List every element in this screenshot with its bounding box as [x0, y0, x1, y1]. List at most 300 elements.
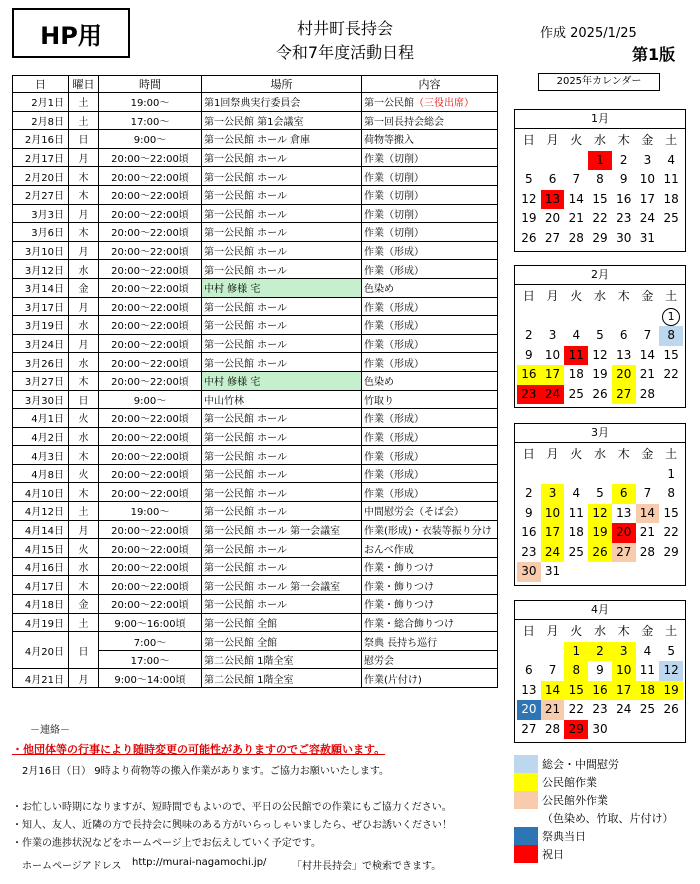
- row-content-text: 作業（形成）: [364, 358, 424, 370]
- table-row: [13, 371, 498, 390]
- calendar-day: 8: [564, 661, 588, 681]
- legend-swatch: [514, 773, 538, 791]
- calendar-day: 18: [568, 525, 584, 539]
- calendar-day: 19: [659, 681, 683, 701]
- calendar-weekday: 木: [617, 133, 630, 147]
- row-dow: 木: [69, 446, 99, 465]
- calendar-day: 2: [588, 642, 612, 662]
- row-time: 20:00～22:00頃: [99, 223, 202, 242]
- row-dow: 火: [69, 539, 99, 558]
- homepage-label: ホームページアドレス: [22, 861, 122, 872]
- table-row: [13, 167, 498, 186]
- row-place: 第一公民館 第1会議室: [202, 111, 362, 130]
- row-place: 第一公民館 ホール: [202, 464, 362, 483]
- row-time: 20:00～22:00頃: [99, 353, 202, 372]
- row-time: 20:00～22:00頃: [99, 371, 202, 390]
- row-content-text: 作業（切削）: [364, 191, 424, 203]
- calendar-day: 12: [659, 661, 683, 681]
- row-dow: 水: [69, 427, 99, 446]
- table-row: [13, 185, 498, 204]
- row-content-text: 作業（切削）: [364, 228, 424, 240]
- notes-warning: ・他団体等の行事により随時変更の可能性がありますのでご容赦願います。: [12, 743, 386, 756]
- calendar-day: 25: [568, 386, 584, 401]
- legend-label: 公民館外作業: [542, 794, 608, 807]
- calendar-weekday: 木: [617, 289, 630, 303]
- calendar-day: 27: [521, 721, 537, 736]
- row-content: [362, 260, 498, 279]
- calendar-day: 13: [541, 190, 565, 210]
- row-date: 4月15日: [13, 539, 69, 558]
- table-row: [13, 111, 498, 130]
- row-dow: 木: [69, 371, 99, 390]
- homepage-link[interactable]: http://murai-nagamochi.jp/: [132, 857, 267, 868]
- calendar-day: 20: [517, 700, 541, 720]
- calendar-day: 1: [564, 642, 588, 662]
- row-content: [362, 390, 498, 409]
- calendar-day: 16: [521, 525, 537, 539]
- row-time: 20:00～22:00頃: [99, 148, 202, 167]
- calendar-day: [659, 385, 683, 405]
- calendar-day: 23: [592, 702, 608, 716]
- calendar-day: 19: [588, 523, 612, 543]
- row-content: [362, 502, 498, 521]
- calendar-day: [659, 720, 683, 740]
- row-dow: 日: [69, 130, 99, 149]
- row-dow: 月: [69, 241, 99, 260]
- row-content: [362, 446, 498, 465]
- table-row: [13, 260, 498, 279]
- calendar-day: 11: [639, 663, 656, 677]
- legend-label: 祭典当日: [542, 830, 586, 843]
- calendar-month-name: 2月: [515, 266, 685, 285]
- calendar-day: 15: [592, 191, 608, 206]
- calendar-day: 14: [568, 191, 584, 206]
- calendar-day: 7: [643, 328, 652, 342]
- calendar-day: 27: [612, 385, 636, 405]
- row-dow: 土: [69, 502, 99, 521]
- row-date: 2月17日: [13, 148, 69, 167]
- row-time: 20:00～22:00頃: [99, 334, 202, 353]
- calendar-day: [517, 151, 541, 171]
- calendar-day: 24: [639, 211, 656, 225]
- row-dow: 日: [69, 390, 99, 409]
- calendar-day: 4: [667, 152, 675, 167]
- notes-line1: 2月16日（日） 9時より荷物等の搬入作業があります。ご協力お願いいたします。: [22, 766, 390, 777]
- calendar-day: 24: [541, 385, 565, 405]
- legend-item: [514, 827, 686, 845]
- calendar-day: 11: [663, 172, 679, 186]
- table-row: [13, 520, 498, 539]
- row-content: [362, 427, 498, 446]
- row-date: 4月20日: [13, 632, 69, 669]
- calendar-day: 28: [568, 230, 584, 245]
- row-date: 3月12日: [13, 260, 69, 279]
- calendar-day: 22: [568, 702, 584, 716]
- row-place: 第一公民館 ホール 第一会議室: [202, 520, 362, 539]
- calendar-weekday: 土: [665, 133, 678, 147]
- row-dow: 日: [69, 632, 99, 669]
- calendar-day: [612, 465, 636, 485]
- row-date: 3月17日: [13, 297, 69, 316]
- table-row: [13, 334, 498, 353]
- calendar-day: 9: [596, 663, 604, 677]
- row-content: [362, 576, 498, 595]
- row-content-text: 作業（形成）: [364, 247, 424, 259]
- calendar-day: 21: [568, 211, 584, 225]
- calendar-day: 14: [541, 681, 565, 701]
- row-place: 第一公民館 ホール: [202, 148, 362, 167]
- row-content: [362, 167, 498, 186]
- calendar-day: 1: [667, 466, 675, 481]
- calendar-day: 10: [612, 661, 636, 681]
- row-place: 第一公民館 ホール: [202, 409, 362, 428]
- calendar-weekday: 火: [570, 624, 583, 638]
- calendar-month: [514, 600, 686, 743]
- calendar-day: 15: [663, 505, 679, 520]
- search-hint: 「村井長持会」で検索できます。: [292, 861, 442, 872]
- calendar-day: [612, 562, 636, 582]
- row-dow: 火: [69, 409, 99, 428]
- row-place: 第一公民館 ホール 第一会議室: [202, 576, 362, 595]
- row-content-text: 作業（形成）: [364, 265, 424, 277]
- legend-swatch: [514, 827, 538, 845]
- legend-label: 公民館作業: [542, 776, 597, 789]
- calendar-day: [612, 720, 636, 740]
- calendar-day: 26: [663, 702, 679, 716]
- legend-item: [514, 809, 686, 827]
- header-content: 内容: [362, 76, 498, 93]
- row-content: 作業(片付け): [362, 669, 498, 688]
- calendar-weekday: 金: [641, 624, 654, 638]
- calendar-weekday: 土: [665, 289, 678, 303]
- table-row: [13, 613, 498, 632]
- calendar-day: 31: [639, 230, 656, 245]
- calendar-weekday: 金: [641, 447, 654, 461]
- calendar-day: 20: [544, 211, 561, 225]
- calendar-day-circled: 1: [662, 308, 680, 326]
- row-time: 20:00～22:00頃: [99, 576, 202, 595]
- row-content: [362, 297, 498, 316]
- table-row: [13, 204, 498, 223]
- row-content-note: （三役出席）: [414, 98, 474, 110]
- row-place: 第一公民館 ホール: [202, 483, 362, 502]
- calendar-day: 31: [544, 564, 561, 578]
- row-date: 3月19日: [13, 316, 69, 335]
- row-content-text: 作業（形成）: [364, 321, 424, 333]
- calendar-day: 12: [588, 504, 612, 524]
- row-date: 3月14日: [13, 278, 69, 297]
- row-date: 3月27日: [13, 371, 69, 390]
- calendar-day: 11: [564, 346, 588, 366]
- calendar-day: [541, 151, 565, 171]
- calendar-day: 22: [592, 211, 608, 225]
- calendar-weekday: 火: [570, 447, 583, 461]
- row-time: 20:00～22:00頃: [99, 539, 202, 558]
- calendar-day: 8: [659, 326, 683, 346]
- row-place: 第一公民館 ホール: [202, 539, 362, 558]
- page-title: 令和7年度活動日程: [275, 43, 415, 62]
- table-row: [13, 223, 498, 242]
- calendar-day: 8: [667, 486, 675, 500]
- row-time: 20:00～22:00頃: [99, 316, 202, 335]
- calendar-weekday: 金: [641, 133, 654, 147]
- row-time: 20:00～22:00頃: [99, 520, 202, 539]
- row-place: 中山竹林: [202, 390, 362, 409]
- row-place: 第一公民館 ホール: [202, 595, 362, 614]
- calendar-month-name: 3月: [515, 424, 685, 443]
- row-content-text: 荷物等搬入: [364, 135, 414, 147]
- calendar-day: 22: [663, 525, 679, 539]
- calendar-day: [517, 465, 541, 485]
- row-dow: 水: [69, 316, 99, 335]
- calendar-day: 13: [616, 505, 632, 520]
- calendar-day: 23: [521, 544, 537, 559]
- row-content-text: 作業（切削）: [364, 209, 424, 221]
- calendar-day: 18: [568, 367, 584, 381]
- calendar-day: 19: [592, 367, 608, 381]
- calendar-weekday: 日: [522, 133, 535, 147]
- row-place: 第一公民館 全館: [202, 613, 362, 632]
- row-time: 20:00～22:00頃: [99, 241, 202, 260]
- calendar-day: 13: [616, 347, 632, 362]
- calendar-day: 10: [639, 172, 656, 186]
- calendar-day: [659, 229, 683, 249]
- calendar-day: 5: [525, 172, 533, 186]
- calendar-day: [612, 307, 636, 327]
- calendar-weekday: 月: [546, 289, 559, 303]
- calendar-day: 25: [639, 702, 656, 716]
- calendar-day: 21: [639, 367, 656, 381]
- calendar-weekday: 木: [617, 624, 630, 638]
- row-content-text: 作業（切削）: [364, 172, 424, 184]
- legend-item: [514, 773, 686, 791]
- row-date: 2月8日: [13, 111, 69, 130]
- row-date: 4月8日: [13, 464, 69, 483]
- calendar-day: 6: [525, 663, 533, 677]
- row-place: 第一公民館 ホール: [202, 185, 362, 204]
- calendar-weekday: 日: [522, 289, 535, 303]
- row-date: 4月17日: [13, 576, 69, 595]
- calendar-day: 2: [619, 152, 628, 167]
- row-content-text: 作業（形成）: [364, 340, 424, 352]
- schedule-table: [12, 75, 498, 688]
- calendar-weekday: 水: [593, 289, 606, 303]
- row-dow: 木: [69, 223, 99, 242]
- table-row: [13, 353, 498, 372]
- row-date: 3月26日: [13, 353, 69, 372]
- calendar-month: [514, 423, 686, 586]
- legend-label: 総会・中間慰労: [542, 758, 619, 771]
- calendar-day: 24: [616, 702, 632, 716]
- calendar-day: 21: [639, 525, 656, 539]
- header-place: 場所: [202, 76, 362, 93]
- notes-line4: ・作業の進捗状況などをホームページ上でお伝えしていく予定です。: [12, 838, 321, 849]
- row-content: [362, 595, 498, 614]
- calendar-weekday: 金: [641, 289, 654, 303]
- calendar-day: 9: [525, 347, 533, 362]
- row-content: [362, 520, 498, 539]
- calendar-day: 3: [643, 152, 652, 167]
- calendar-day: 16: [616, 191, 632, 206]
- calendar-weekday: 水: [593, 447, 606, 461]
- row-dow: 水: [69, 557, 99, 576]
- row-place: 第一公民館 ホール: [202, 557, 362, 576]
- calendar-day: 17: [639, 191, 656, 206]
- calendar-day: 17: [612, 681, 636, 701]
- row-content-text: 作業(形成)・衣装等振り分け: [364, 525, 492, 537]
- notes-heading: －連絡－: [30, 725, 70, 736]
- row-date: 3月3日: [13, 204, 69, 223]
- calendar-day: 29: [592, 230, 608, 245]
- calendar-day: 14: [636, 504, 660, 524]
- row-content-text: 作業・総合飾りつけ: [364, 618, 454, 630]
- calendar-day: [636, 465, 660, 485]
- row-date: 4月18日: [13, 595, 69, 614]
- row-date: 2月1日: [13, 93, 69, 112]
- row-content: [362, 613, 498, 632]
- calendar-day: 23: [517, 385, 541, 405]
- row-content: [362, 464, 498, 483]
- calendar-day: [564, 307, 588, 327]
- row-dow: 木: [69, 185, 99, 204]
- calendar-day: [588, 562, 612, 582]
- row-place: 第一公民館 ホール: [202, 316, 362, 335]
- row-content: [362, 278, 498, 297]
- calendar-day: [564, 151, 588, 171]
- table-row: [13, 297, 498, 316]
- row-time: 9:00～16:00頃: [99, 613, 202, 632]
- calendar-day: 12: [521, 191, 537, 206]
- row-content: [362, 223, 498, 242]
- row-content: [362, 371, 498, 390]
- header-date: 日: [13, 76, 69, 93]
- row-time: 20:00～22:00頃: [99, 167, 202, 186]
- calendar-weekday: 日: [522, 447, 535, 461]
- calendar-month-name: 1月: [515, 110, 685, 129]
- calendar-day: 7: [572, 172, 581, 186]
- calendar-day: [636, 562, 660, 582]
- calendar-day: 3: [541, 484, 565, 504]
- legend-item: [514, 791, 686, 809]
- row-time: 19:00～: [99, 93, 202, 112]
- calendar-day: 4: [643, 643, 652, 658]
- row-time: 20:00～22:00頃: [99, 557, 202, 576]
- table-row: [13, 502, 498, 521]
- calendar-day: 24: [541, 543, 565, 563]
- legend-swatch: [514, 755, 538, 773]
- calendar-day: 9: [619, 172, 628, 186]
- calendar-day: 16: [517, 365, 541, 385]
- org-name: 村井町長持会: [296, 19, 393, 38]
- calendar-day: 17: [541, 523, 565, 543]
- legend-swatch: [514, 809, 538, 827]
- calendar-day: [588, 307, 612, 327]
- calendar-day: 3: [548, 328, 557, 342]
- calendar-weekday: 月: [546, 624, 559, 638]
- row-content-text: 作業・飾りつけ: [364, 600, 434, 612]
- calendar-day: 15: [564, 681, 588, 701]
- calendar-day: 13: [521, 682, 537, 697]
- row-time: 9:00～: [99, 390, 202, 409]
- calendar-month: [514, 265, 686, 408]
- row-content: 慰労会: [362, 650, 498, 669]
- row-content-text: 竹取り: [364, 395, 394, 407]
- row-place: 第1回祭典実行委員会: [202, 93, 362, 112]
- calendar-day: 26: [521, 230, 537, 245]
- table-row: [13, 316, 498, 335]
- calendar-day: 27: [544, 230, 561, 245]
- calendar-day: 7: [548, 663, 557, 677]
- row-time: 7:00～: [99, 632, 202, 651]
- row-place: 第一公民館 ホール: [202, 204, 362, 223]
- calendar-day: 23: [616, 211, 632, 225]
- calendar-weekday: 日: [522, 624, 535, 638]
- row-time: 20:00～22:00頃: [99, 260, 202, 279]
- calendar-day: 25: [568, 544, 584, 559]
- calendar-weekday: 火: [570, 133, 583, 147]
- table-row: [13, 669, 498, 688]
- header-time: 時間: [99, 76, 202, 93]
- row-content-text: 色染め: [364, 377, 394, 389]
- row-time: 20:00～22:00頃: [99, 446, 202, 465]
- row-place: 中村 修様 宅: [202, 278, 362, 297]
- calendar-day: 22: [663, 367, 679, 381]
- row-date: 4月3日: [13, 446, 69, 465]
- calendar-day: [636, 720, 660, 740]
- row-date: 4月10日: [13, 483, 69, 502]
- calendar-day: 11: [568, 505, 584, 520]
- table-row: [13, 539, 498, 558]
- row-place: 第二公民館 1階全室: [202, 650, 362, 669]
- row-place: 中村 修様 宅: [202, 371, 362, 390]
- notes-line2: ・お忙しい時期になりますが、短時間でもよいので、平日の公民館での作業にもご協力ください。: [12, 802, 452, 813]
- notes-line3: ・知人、友人、近隣の方で長持会に興味のある方がいらっしゃいましたら、ぜひお誘いください！: [12, 820, 452, 831]
- row-content: [362, 185, 498, 204]
- row-time: 20:00～22:00頃: [99, 464, 202, 483]
- calendar-day: 28: [639, 544, 656, 559]
- row-place: 第一公民館 ホール: [202, 502, 362, 521]
- calendar-weekday: 月: [546, 447, 559, 461]
- calendar-day: 25: [663, 211, 679, 225]
- table-row: [13, 390, 498, 409]
- row-content: [362, 483, 498, 502]
- row-time: 19:00～: [99, 502, 202, 521]
- calendar-day: 12: [592, 347, 608, 362]
- legend-item: [514, 755, 686, 773]
- calendar-day: [541, 642, 565, 662]
- hp-badge: HP用: [12, 8, 130, 58]
- row-time: 20:00～22:00頃: [99, 297, 202, 316]
- row-time: 20:00～22:00頃: [99, 483, 202, 502]
- calendar-day: 30: [517, 562, 541, 582]
- row-place: 第一公民館 ホール: [202, 167, 362, 186]
- legend-label: 祝日: [542, 848, 564, 861]
- row-place: 第一公民館 ホール: [202, 241, 362, 260]
- calendar-day: 3: [612, 642, 636, 662]
- row-date: 2月27日: [13, 185, 69, 204]
- row-time: 20:00～22:00頃: [99, 427, 202, 446]
- row-content: [362, 353, 498, 372]
- calendar-day: 30: [592, 721, 608, 736]
- calendar-day: [659, 307, 683, 327]
- calendar-day: [517, 642, 541, 662]
- calendar-day: 4: [572, 328, 581, 342]
- row-date: 4月12日: [13, 502, 69, 521]
- row-content-text: 作業（形成）: [364, 488, 424, 500]
- row-time: 20:00～22:00頃: [99, 204, 202, 223]
- row-time: 20:00～22:00頃: [99, 595, 202, 614]
- header-dow: 曜日: [69, 76, 99, 93]
